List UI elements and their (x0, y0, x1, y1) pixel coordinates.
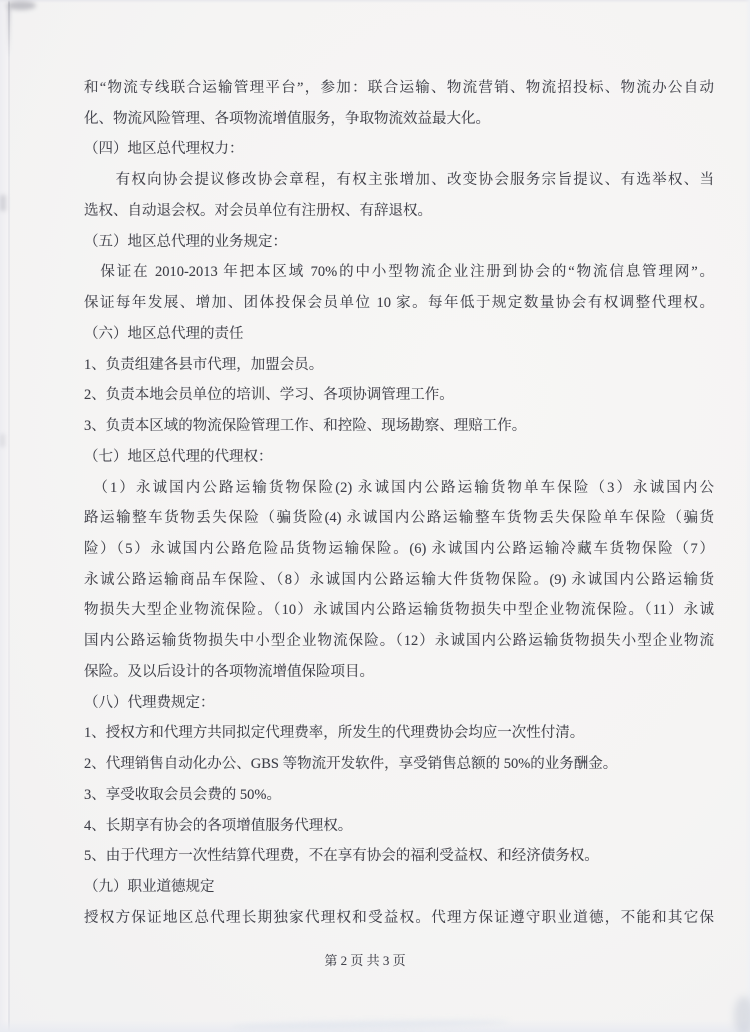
scan-artifact-corner-tail (7, 8, 11, 56)
list-item: 3、负责本区域的物流保险管理工作、和控险、现场勘察、理赔工作。 (84, 418, 527, 435)
scan-artifact-bottom-right-spot (734, 996, 750, 1032)
scan-artifact-right-shade (745, 0, 750, 1032)
list-item: 1、授权方和代理方共同拟定代理费率，所发生的代理费协会均应一次性付清。 (84, 725, 585, 742)
document-text-line: 选权、自动退会权。对会员单位有注册权、有辞退权。 (84, 202, 432, 219)
list-item: 3、享受收取会员会费的 50%。 (84, 786, 281, 803)
document-text-line: 物损失大型企业物流保险。（10）永诚国内公路运输货物损失中型企业物流保险。（11）永诚 (84, 602, 714, 619)
document-text-line: 保证每年发展、增加、团体投保会员单位 10 家。每年低于规定数量协会有权调整代理权。 (84, 295, 714, 312)
document-text-line: 保证在 2010-2013 年把本区域 70%的中小型物流企业注册到协会的“物流信息管理网”。 (84, 264, 714, 281)
section-heading: （八）代理费规定： (84, 694, 215, 711)
document-text-line: 保险。及以后设计的各项物流增值保险项目。 (84, 663, 374, 680)
document-text-line: 险）（5）永诚国内公路危险品货物运输保险。(6) 永诚国内公路运输冷藏车货物保险（7） (84, 541, 714, 558)
scan-artifact-top-edge (0, 0, 750, 3)
section-heading: （五）地区总代理的业务规定： (84, 233, 287, 250)
document-text-line: 路运输整车货物丢失保险（骗货险(4) 永诚国内公路运输整车货物丢失保险单车保险（骗货 (84, 510, 714, 527)
document-text-line: （1）永诚国内公路运输货物保险(2) 永诚国内公路运输货物单车保险（3）永诚国内公 (84, 479, 714, 496)
document-text-line: 和“物流专线联合运输管理平台”，参加：联合运输、物流营销、物流招投标、物流办公自动 (84, 80, 714, 96)
scan-artifact-left-mark-1 (0, 195, 6, 211)
document-text-line: 有权向协会提议修改协会章程，有权主张增加、改变协会服务宗旨提议、有选举权、当 (84, 172, 714, 189)
section-heading: （四）地区总代理权力： (84, 141, 244, 158)
section-heading: （六）地区总代理的责任 (84, 325, 244, 342)
list-item: 1、负责组建各县市代理，加盟会员。 (84, 356, 324, 373)
list-item: 2、负责本地会员单位的培训、学习、各项协调管理工作。 (84, 387, 454, 404)
document-text-line: 永诚公路运输商品车保险、（8）永诚国内公路运输大件货物保险。(9) 永诚国内公路运输货 (84, 571, 714, 588)
list-item: 2、代理销售自动化办公、GBS 等物流开发软件，享受销售总额的 50%的业务酬金。 (84, 756, 618, 773)
document-text-line: 授权方保证地区总代理长期独家代理权和受益权。代理方保证遵守职业道德，不能和其它保 (84, 909, 714, 926)
list-item: 4、长期享有协会的各项增值服务代理权。 (84, 817, 353, 834)
document-text-line: 化、物流风险管理、各项物流增值服务，争取物流效益最大化。 (84, 110, 490, 127)
scan-artifact-paper-edge (8, 0, 10, 1032)
scan-artifact-left-shade (0, 0, 8, 1032)
document-text-line: 国内公路运输货物损失中小型企业物流保险。（12）永诚国内公路运输货物损失小型企业物流 (84, 633, 714, 650)
scan-artifact-left-mark-2 (0, 434, 5, 447)
document-body (84, 73, 714, 934)
list-item: 5、由于代理方一次性结算代理费，不在享有协会的福利受益权、和经济债务权。 (84, 848, 599, 865)
page-footer: 第 2 页 共 3 页 (324, 953, 406, 968)
section-heading: （七）地区总代理的代理权： (84, 448, 273, 465)
section-heading: （九）职业道德规定 (84, 879, 215, 896)
